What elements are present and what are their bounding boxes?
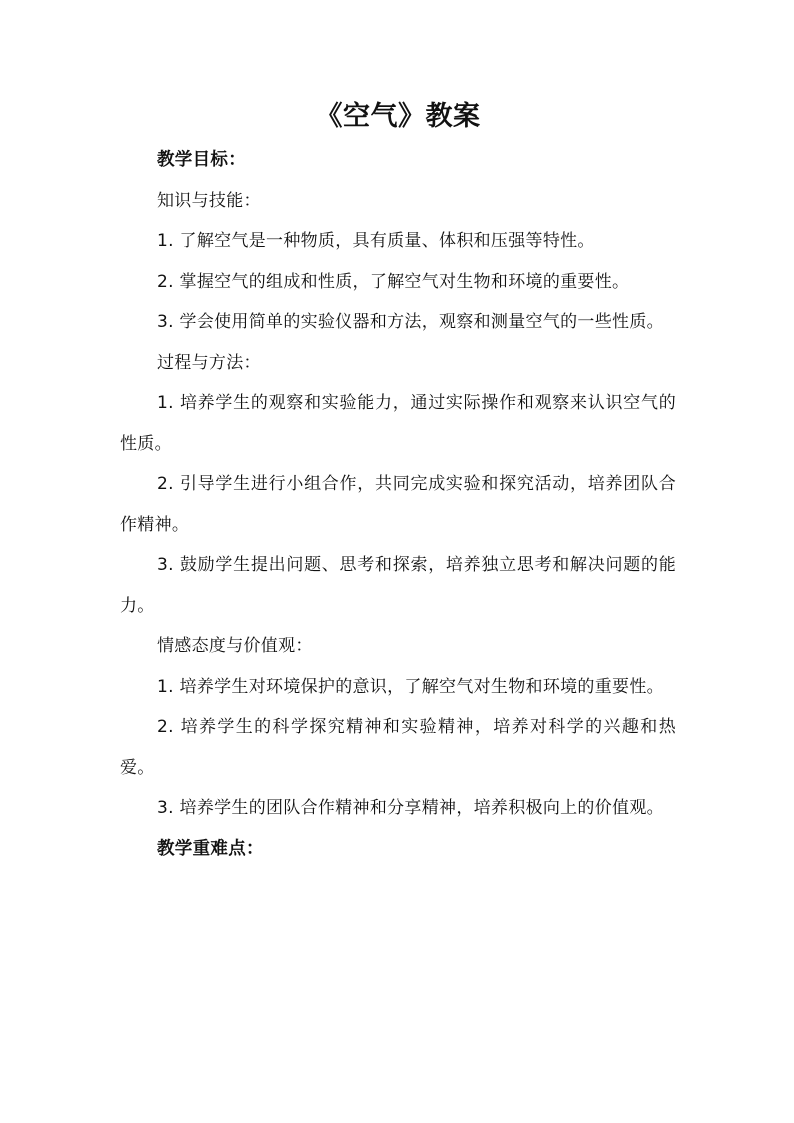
- document-title: 《空气》教案: [315, 101, 481, 132]
- document-body: [120, 96, 676, 869]
- attitude-item: 1. 培养学生对环境保护的意识，了解空气对生物和环境的重要性。: [157, 676, 664, 697]
- process-item: 2. 引导学生进行小组合作，共同完成实验和探究活动，培养团队合作精神。: [120, 474, 676, 535]
- knowledge-item: 1. 了解空气是一种物质，具有质量、体积和压强等特性。: [157, 231, 595, 251]
- knowledge-item: 3. 学会使用简单的实验仪器和方法，观察和测量空气的一些性质。: [157, 312, 664, 332]
- attitude-item: 2. 培养学生的科学探究精神和实验精神，培养对科学的兴趣和热爱。: [120, 717, 676, 778]
- section-heading-objectives: 教学目标：: [157, 150, 246, 170]
- knowledge-item: 2. 掌握空气的组成和性质，了解空气对生物和环境的重要性。: [157, 271, 630, 292]
- subheading-process: 过程与方法：: [157, 352, 261, 373]
- attitude-item: 3. 培养学生的团队合作精神和分享精神，培养积极向上的价值观。: [157, 798, 664, 818]
- subheading-attitude: 情感态度与价值观：: [157, 636, 313, 656]
- process-item: 3. 鼓励学生提出问题、思考和探索，培养独立思考和解决问题的能力。: [120, 555, 676, 616]
- process-item: 1. 培养学生的观察和实验能力，通过实际操作和观察来认识空气的性质。: [120, 393, 676, 454]
- subheading-knowledge: 知识与技能：: [157, 190, 261, 211]
- section-heading-key-points: 教学重难点：: [157, 838, 264, 859]
